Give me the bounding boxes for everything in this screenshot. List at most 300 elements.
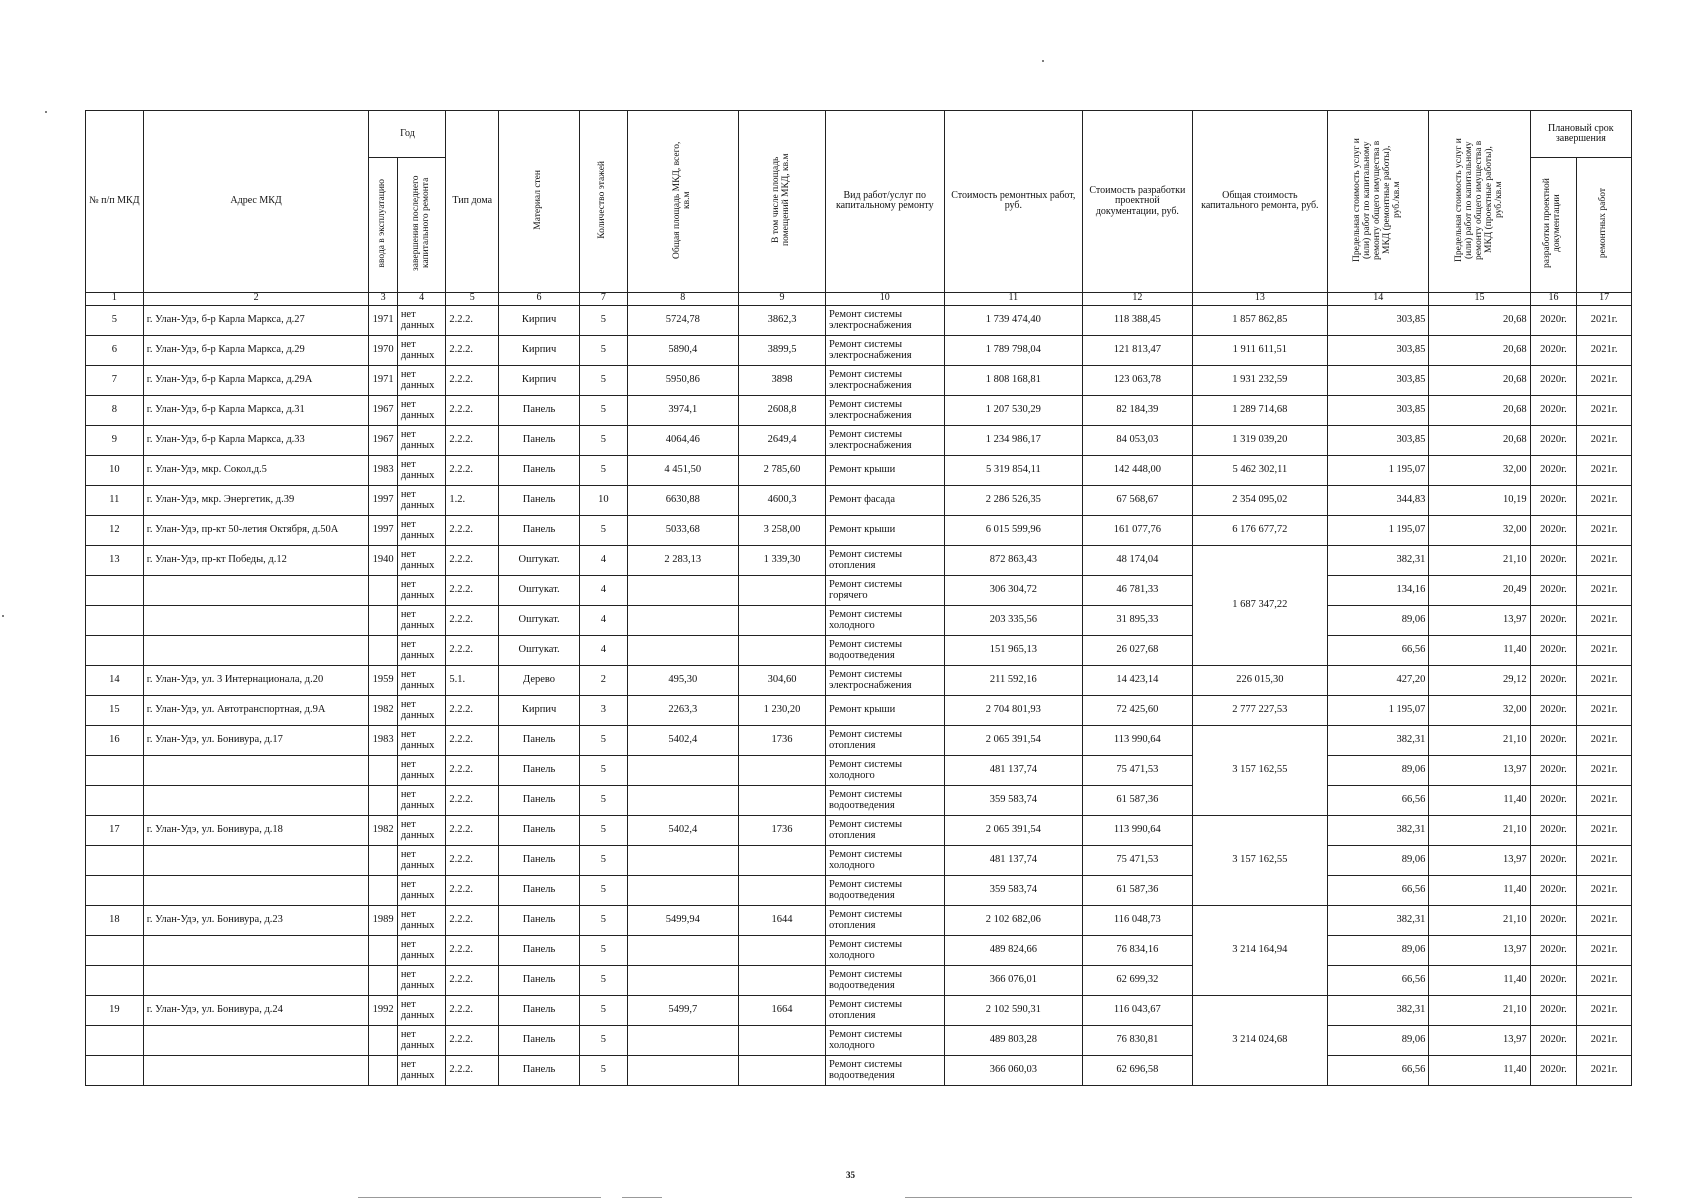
cell-limit-repair: 66,56 [1328, 785, 1429, 815]
cell-design-cost: 113 990,64 [1083, 815, 1192, 845]
cell-repair-cost: 151 965,13 [944, 635, 1083, 665]
cell-design-cost: 121 813,47 [1083, 335, 1192, 365]
cell-limit-design: 20,68 [1429, 305, 1530, 335]
header-total-area: Общая площадь МКД, всего, кв.м [627, 111, 738, 293]
cell-floors: 4 [580, 635, 628, 665]
cell-house-type: 2.2.2. [446, 965, 499, 995]
cell-total-cost: 5 462 302,11 [1192, 455, 1328, 485]
cell-year-last-repair: нет данных [397, 815, 446, 845]
column-number: 8 [627, 292, 738, 305]
cell-floors: 4 [580, 575, 628, 605]
cell-limit-repair: 89,06 [1328, 755, 1429, 785]
cell-address [143, 935, 369, 965]
column-number: 13 [1192, 292, 1328, 305]
cell-year-entry [369, 875, 397, 905]
table-row [86, 875, 1632, 905]
cell-repair-cost: 366 076,01 [944, 965, 1083, 995]
cell-row-number: 19 [86, 995, 144, 1025]
cell-house-type: 2.2.2. [446, 725, 499, 755]
cell-floors: 5 [580, 1025, 628, 1055]
cell-limit-repair: 303,85 [1328, 365, 1429, 395]
cell-year-last-repair: нет данных [397, 875, 446, 905]
cell-address: г. Улан-Удэ, ул. Бонивура, д.18 [143, 815, 369, 845]
header-deadline-repair: ремонтных работ [1577, 158, 1632, 293]
cell-floors: 5 [580, 305, 628, 335]
cell-year-entry: 1983 [369, 725, 397, 755]
cell-repair-cost: 359 583,74 [944, 875, 1083, 905]
cell-wall-material: Панель [499, 935, 580, 965]
header-deadline-design: разработки проектной документации [1530, 158, 1577, 293]
cell-work-type: Ремонт крыши [826, 455, 944, 485]
cell-deadline-repair: 2021г. [1577, 905, 1632, 935]
scan-speck [1042, 60, 1044, 62]
column-number: 3 [369, 292, 397, 305]
cell-wall-material: Кирпич [499, 695, 580, 725]
table-row [86, 905, 1632, 935]
cell-premises-area: 4600,3 [738, 485, 825, 515]
cell-work-type: Ремонт системы водоотведения [826, 965, 944, 995]
cell-row-number [86, 1055, 144, 1085]
column-number: 15 [1429, 292, 1530, 305]
cell-year-entry: 1959 [369, 665, 397, 695]
cell-row-number: 5 [86, 305, 144, 335]
cell-row-number: 10 [86, 455, 144, 485]
cell-year-entry [369, 845, 397, 875]
cell-year-entry: 1992 [369, 995, 397, 1025]
cell-repair-cost: 203 335,56 [944, 605, 1083, 635]
cell-year-entry [369, 1055, 397, 1085]
cell-limit-design: 13,97 [1429, 1025, 1530, 1055]
cell-work-type: Ремонт фасада [826, 485, 944, 515]
cell-wall-material: Панель [499, 815, 580, 845]
cell-address [143, 785, 369, 815]
cell-design-cost: 31 895,33 [1083, 605, 1192, 635]
cell-design-cost: 116 043,67 [1083, 995, 1192, 1025]
cell-house-type: 2.2.2. [446, 545, 499, 575]
cell-deadline-repair: 2021г. [1577, 995, 1632, 1025]
table-row [86, 995, 1632, 1025]
cell-repair-cost: 6 015 599,96 [944, 515, 1083, 545]
cell-deadline-design: 2020г. [1530, 935, 1577, 965]
cell-deadline-design: 2020г. [1530, 605, 1577, 635]
cell-total-cost: 1 857 862,85 [1192, 305, 1328, 335]
cell-repair-cost: 2 065 391,54 [944, 815, 1083, 845]
cell-work-type: Ремонт системы электроснабжения [826, 335, 944, 365]
cell-wall-material: Оштукат. [499, 635, 580, 665]
cell-address [143, 575, 369, 605]
cell-year-last-repair: нет данных [397, 545, 446, 575]
cell-deadline-repair: 2021г. [1577, 335, 1632, 365]
cell-row-number [86, 605, 144, 635]
table-row [86, 365, 1632, 395]
column-number: 11 [944, 292, 1083, 305]
header-work-type: Вид работ/услуг по капитальному ремонту [826, 111, 944, 293]
header-address: Адрес МКД [143, 111, 369, 293]
cell-limit-design: 32,00 [1429, 515, 1530, 545]
cell-repair-cost: 359 583,74 [944, 785, 1083, 815]
cell-wall-material: Панель [499, 395, 580, 425]
column-number: 10 [826, 292, 944, 305]
cell-address: г. Улан-Удэ, б-р Карла Маркса, д.33 [143, 425, 369, 455]
cell-deadline-design: 2020г. [1530, 995, 1577, 1025]
cell-year-last-repair: нет данных [397, 995, 446, 1025]
cell-total-cost: 3 214 024,68 [1192, 995, 1328, 1085]
cell-limit-design: 20,68 [1429, 335, 1530, 365]
cell-row-number: 13 [86, 545, 144, 575]
cell-year-entry: 1997 [369, 485, 397, 515]
cell-address: г. Улан-Удэ, мкр. Сокол,д.5 [143, 455, 369, 485]
cell-limit-repair: 303,85 [1328, 305, 1429, 335]
cell-deadline-design: 2020г. [1530, 725, 1577, 755]
table-row [86, 845, 1632, 875]
cell-work-type: Ремонт системы отопления [826, 545, 944, 575]
cell-limit-design: 21,10 [1429, 725, 1530, 755]
table-row [86, 305, 1632, 335]
cell-floors: 4 [580, 605, 628, 635]
cell-deadline-design: 2020г. [1530, 665, 1577, 695]
cell-year-last-repair: нет данных [397, 425, 446, 455]
cell-design-cost: 46 781,33 [1083, 575, 1192, 605]
cell-work-type: Ремонт системы электроснабжения [826, 305, 944, 335]
cell-total-cost: 1 319 039,20 [1192, 425, 1328, 455]
cell-floors: 4 [580, 545, 628, 575]
cell-limit-design: 20,49 [1429, 575, 1530, 605]
cell-house-type: 2.2.2. [446, 905, 499, 935]
cell-year-last-repair: нет данных [397, 455, 446, 485]
table-row [86, 575, 1632, 605]
cell-house-type: 2.2.2. [446, 845, 499, 875]
cell-row-number [86, 635, 144, 665]
cell-total-area: 495,30 [627, 665, 738, 695]
cell-design-cost: 118 388,45 [1083, 305, 1192, 335]
cell-year-entry: 1983 [369, 455, 397, 485]
cell-limit-design: 21,10 [1429, 905, 1530, 935]
cell-total-area [627, 605, 738, 635]
cell-house-type: 2.2.2. [446, 995, 499, 1025]
cell-row-number [86, 755, 144, 785]
cell-deadline-repair: 2021г. [1577, 695, 1632, 725]
cell-limit-design: 21,10 [1429, 995, 1530, 1025]
cell-house-type: 2.2.2. [446, 515, 499, 545]
cell-row-number: 6 [86, 335, 144, 365]
header-year-entry: ввода в эксплуатацию [369, 158, 397, 293]
cell-house-type: 2.2.2. [446, 305, 499, 335]
cell-repair-cost: 211 592,16 [944, 665, 1083, 695]
cell-floors: 5 [580, 515, 628, 545]
cell-limit-design: 11,40 [1429, 875, 1530, 905]
cell-work-type: Ремонт системы электроснабжения [826, 665, 944, 695]
cell-deadline-design: 2020г. [1530, 515, 1577, 545]
cell-year-last-repair: нет данных [397, 635, 446, 665]
column-number: 2 [143, 292, 369, 305]
cell-wall-material: Дерево [499, 665, 580, 695]
cell-premises-area: 3 258,00 [738, 515, 825, 545]
cell-floors: 2 [580, 665, 628, 695]
cell-house-type: 1.2. [446, 485, 499, 515]
cell-address [143, 635, 369, 665]
table-row [86, 935, 1632, 965]
cell-deadline-design: 2020г. [1530, 815, 1577, 845]
cell-deadline-repair: 2021г. [1577, 785, 1632, 815]
cell-row-number [86, 935, 144, 965]
cell-work-type: Ремонт системы горячего [826, 575, 944, 605]
cell-design-cost: 75 471,53 [1083, 845, 1192, 875]
cell-year-entry [369, 1025, 397, 1055]
cell-total-area: 5499,7 [627, 995, 738, 1025]
cell-deadline-design: 2020г. [1530, 755, 1577, 785]
cell-total-area: 4 451,50 [627, 455, 738, 485]
cell-limit-repair: 66,56 [1328, 1055, 1429, 1085]
cell-work-type: Ремонт системы холодного [826, 1025, 944, 1055]
column-number: 6 [499, 292, 580, 305]
cell-limit-repair: 66,56 [1328, 965, 1429, 995]
cell-year-last-repair: нет данных [397, 335, 446, 365]
cell-total-area: 5950,86 [627, 365, 738, 395]
cell-year-last-repair: нет данных [397, 785, 446, 815]
cell-house-type: 2.2.2. [446, 1025, 499, 1055]
cell-deadline-repair: 2021г. [1577, 755, 1632, 785]
cell-limit-repair: 344,83 [1328, 485, 1429, 515]
cell-address: г. Улан-Удэ, ул. Бонивура, д.24 [143, 995, 369, 1025]
cell-deadline-repair: 2021г. [1577, 485, 1632, 515]
cell-total-area: 5499,94 [627, 905, 738, 935]
cell-work-type: Ремонт крыши [826, 695, 944, 725]
cell-year-last-repair: нет данных [397, 665, 446, 695]
cell-year-last-repair: нет данных [397, 575, 446, 605]
cell-premises-area: 3862,3 [738, 305, 825, 335]
cell-house-type: 2.2.2. [446, 605, 499, 635]
table-row [86, 815, 1632, 845]
cell-address [143, 965, 369, 995]
header-floors: Количество этажей [580, 111, 628, 293]
cell-address: г. Улан-Удэ, ул. Автотранспортная, д.9А [143, 695, 369, 725]
cell-total-cost: 3 214 164,94 [1192, 905, 1328, 995]
cell-total-area: 4064,46 [627, 425, 738, 455]
cell-limit-repair: 89,06 [1328, 605, 1429, 635]
cell-total-cost: 1 931 232,59 [1192, 365, 1328, 395]
cell-repair-cost: 1 234 986,17 [944, 425, 1083, 455]
cell-address: г. Улан-Удэ, ул. 3 Интернационала, д.20 [143, 665, 369, 695]
cell-deadline-repair: 2021г. [1577, 725, 1632, 755]
cell-total-area: 5890,4 [627, 335, 738, 365]
cell-design-cost: 116 048,73 [1083, 905, 1192, 935]
cell-work-type: Ремонт системы водоотведения [826, 1055, 944, 1085]
cell-wall-material: Оштукат. [499, 545, 580, 575]
column-number: 17 [1577, 292, 1632, 305]
cell-total-cost: 3 157 162,55 [1192, 815, 1328, 905]
cell-year-entry [369, 575, 397, 605]
cell-premises-area: 3899,5 [738, 335, 825, 365]
cell-year-entry [369, 635, 397, 665]
cell-wall-material: Панель [499, 1055, 580, 1085]
cell-work-type: Ремонт системы холодного [826, 845, 944, 875]
table-row [86, 485, 1632, 515]
cell-total-cost: 2 777 227,53 [1192, 695, 1328, 725]
table-row [86, 605, 1632, 635]
cell-year-last-repair: нет данных [397, 935, 446, 965]
cell-design-cost: 62 696,58 [1083, 1055, 1192, 1085]
cell-premises-area: 1 230,20 [738, 695, 825, 725]
column-number: 5 [446, 292, 499, 305]
cell-house-type: 2.2.2. [446, 335, 499, 365]
cell-year-entry [369, 785, 397, 815]
table-body [86, 305, 1632, 1085]
cell-design-cost: 61 587,36 [1083, 785, 1192, 815]
cell-deadline-design: 2020г. [1530, 545, 1577, 575]
cell-deadline-design: 2020г. [1530, 965, 1577, 995]
cell-deadline-repair: 2021г. [1577, 1025, 1632, 1055]
cell-repair-cost: 2 102 682,06 [944, 905, 1083, 935]
cell-total-area [627, 845, 738, 875]
cell-work-type: Ремонт системы холодного [826, 605, 944, 635]
cell-house-type: 2.2.2. [446, 755, 499, 785]
cell-wall-material: Панель [499, 785, 580, 815]
cell-wall-material: Панель [499, 845, 580, 875]
cell-wall-material: Кирпич [499, 305, 580, 335]
cell-deadline-design: 2020г. [1530, 335, 1577, 365]
column-number: 14 [1328, 292, 1429, 305]
cell-repair-cost: 2 286 526,35 [944, 485, 1083, 515]
cell-design-cost: 76 830,81 [1083, 1025, 1192, 1055]
cell-deadline-design: 2020г. [1530, 1025, 1577, 1055]
cell-premises-area [738, 605, 825, 635]
header-premises-area: В том числе площадь помещений МКД, кв.м [738, 111, 825, 293]
cell-total-area [627, 635, 738, 665]
cell-repair-cost: 1 207 530,29 [944, 395, 1083, 425]
cell-row-number: 7 [86, 365, 144, 395]
cell-design-cost: 62 699,32 [1083, 965, 1192, 995]
cell-premises-area: 2 785,60 [738, 455, 825, 485]
cell-limit-repair: 382,31 [1328, 905, 1429, 935]
cell-total-area [627, 1025, 738, 1055]
cell-work-type: Ремонт системы отопления [826, 995, 944, 1025]
cell-deadline-design: 2020г. [1530, 485, 1577, 515]
table-row [86, 335, 1632, 365]
cell-deadline-repair: 2021г. [1577, 515, 1632, 545]
cell-wall-material: Панель [499, 755, 580, 785]
cell-limit-design: 11,40 [1429, 785, 1530, 815]
cell-limit-design: 13,97 [1429, 845, 1530, 875]
cell-repair-cost: 481 137,74 [944, 755, 1083, 785]
cell-total-cost: 226 015,30 [1192, 665, 1328, 695]
cell-total-area [627, 875, 738, 905]
cell-limit-design: 20,68 [1429, 365, 1530, 395]
cell-floors: 5 [580, 1055, 628, 1085]
cell-total-cost: 1 687 347,22 [1192, 545, 1328, 665]
cell-limit-design: 11,40 [1429, 965, 1530, 995]
cell-floors: 5 [580, 395, 628, 425]
cell-floors: 5 [580, 845, 628, 875]
cell-premises-area [738, 935, 825, 965]
cell-wall-material: Панель [499, 905, 580, 935]
cell-total-cost: 6 176 677,72 [1192, 515, 1328, 545]
cell-year-entry: 1970 [369, 335, 397, 365]
cell-year-entry [369, 605, 397, 635]
header-year: Год [369, 111, 446, 158]
cell-deadline-design: 2020г. [1530, 845, 1577, 875]
cell-row-number [86, 965, 144, 995]
cell-premises-area: 1736 [738, 725, 825, 755]
cell-wall-material: Кирпич [499, 365, 580, 395]
cell-deadline-repair: 2021г. [1577, 635, 1632, 665]
cell-repair-cost: 1 739 474,40 [944, 305, 1083, 335]
cell-address: г. Улан-Удэ, б-р Карла Маркса, д.27 [143, 305, 369, 335]
cell-wall-material: Панель [499, 485, 580, 515]
cell-total-area: 5402,4 [627, 815, 738, 845]
cell-house-type: 2.2.2. [446, 455, 499, 485]
cell-limit-repair: 1 195,07 [1328, 695, 1429, 725]
cell-limit-design: 10,19 [1429, 485, 1530, 515]
cell-repair-cost: 5 319 854,11 [944, 455, 1083, 485]
cell-total-area [627, 575, 738, 605]
cell-row-number: 18 [86, 905, 144, 935]
cell-limit-repair: 382,31 [1328, 725, 1429, 755]
cell-deadline-repair: 2021г. [1577, 875, 1632, 905]
cell-house-type: 5.1. [446, 665, 499, 695]
cell-floors: 5 [580, 335, 628, 365]
cell-deadline-repair: 2021г. [1577, 455, 1632, 485]
cell-repair-cost: 1 808 168,81 [944, 365, 1083, 395]
cell-total-cost: 3 157 162,55 [1192, 725, 1328, 815]
cell-design-cost: 61 587,36 [1083, 875, 1192, 905]
cell-repair-cost: 872 863,43 [944, 545, 1083, 575]
cell-house-type: 2.2.2. [446, 365, 499, 395]
table-row [86, 515, 1632, 545]
cell-limit-repair: 303,85 [1328, 395, 1429, 425]
cell-limit-design: 13,97 [1429, 755, 1530, 785]
column-number: 7 [580, 292, 628, 305]
cell-year-entry [369, 935, 397, 965]
cell-row-number [86, 875, 144, 905]
cell-work-type: Ремонт системы холодного [826, 755, 944, 785]
cell-limit-repair: 89,06 [1328, 935, 1429, 965]
cell-premises-area: 1 339,30 [738, 545, 825, 575]
cell-premises-area: 3898 [738, 365, 825, 395]
cell-deadline-design: 2020г. [1530, 425, 1577, 455]
cell-premises-area [738, 965, 825, 995]
cell-deadline-repair: 2021г. [1577, 845, 1632, 875]
cell-row-number: 16 [86, 725, 144, 755]
cell-design-cost: 67 568,67 [1083, 485, 1192, 515]
cell-limit-design: 20,68 [1429, 395, 1530, 425]
header-repair-cost: Стоимость ремонтных работ, руб. [944, 111, 1083, 293]
cell-year-last-repair: нет данных [397, 365, 446, 395]
cell-total-area [627, 1055, 738, 1085]
cell-repair-cost: 2 704 801,93 [944, 695, 1083, 725]
cell-row-number: 14 [86, 665, 144, 695]
cell-limit-repair: 303,85 [1328, 425, 1429, 455]
cell-floors: 5 [580, 815, 628, 845]
cell-total-area [627, 935, 738, 965]
cell-deadline-design: 2020г. [1530, 635, 1577, 665]
column-number: 16 [1530, 292, 1577, 305]
cell-repair-cost: 1 789 798,04 [944, 335, 1083, 365]
cell-floors: 5 [580, 875, 628, 905]
cell-total-area: 2 283,13 [627, 545, 738, 575]
cell-work-type: Ремонт системы электроснабжения [826, 365, 944, 395]
cell-limit-repair: 382,31 [1328, 815, 1429, 845]
cell-row-number: 9 [86, 425, 144, 455]
cell-row-number: 12 [86, 515, 144, 545]
cell-address: г. Улан-Удэ, ул. Бонивура, д.17 [143, 725, 369, 755]
cell-year-last-repair: нет данных [397, 845, 446, 875]
cell-year-entry: 1967 [369, 425, 397, 455]
cell-house-type: 2.2.2. [446, 395, 499, 425]
cell-design-cost: 113 990,64 [1083, 725, 1192, 755]
cell-premises-area [738, 1025, 825, 1055]
cell-repair-cost: 2 065 391,54 [944, 725, 1083, 755]
cell-wall-material: Оштукат. [499, 575, 580, 605]
